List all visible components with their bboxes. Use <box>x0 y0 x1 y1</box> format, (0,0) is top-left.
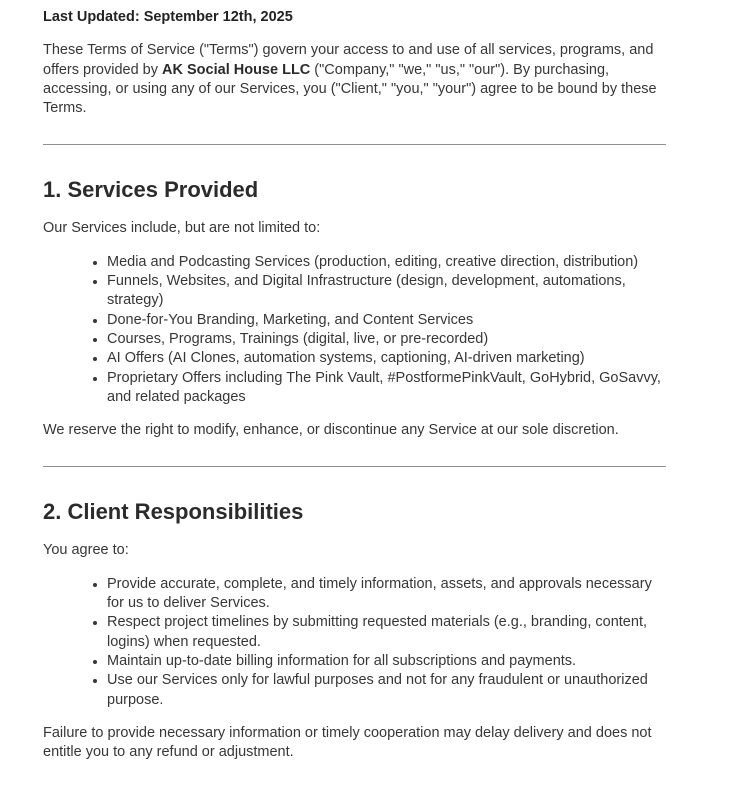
section-divider <box>43 466 666 467</box>
list-item: • Media and Podcasting Services (production, editing, creative direction, distribution) <box>107 253 666 272</box>
list-item: • Use our Services only for lawful purposes and not for any fraudulent or unauthorized purpose. <box>107 671 666 710</box>
section-divider <box>43 144 666 145</box>
last-updated-line: Last Updated: September 12th, 2025 <box>43 9 293 25</box>
list-item: • Done-for-You Branding, Marketing, and Content Services <box>107 311 666 330</box>
section-heading-responsibilities: 2. Client Responsibilities <box>43 499 304 525</box>
section-services-provided <box>43 176 666 440</box>
terms-document <box>43 8 666 762</box>
company-name: AK Social House LLC <box>162 61 311 78</box>
section-closing-services: We reserve the right to modify, enhance, or discontinue any Service at our sole discretion. <box>43 422 619 439</box>
section-heading-services: 1. Services Provided <box>43 177 259 203</box>
list-item: • Proprietary Offers including The Pink Vault, #PostformePinkVault, GoHybrid, GoSavvy, and related packages <box>107 369 666 408</box>
list-item: • Maintain up-to-date billing information for all subscriptions and payments. <box>107 652 666 671</box>
services-list <box>43 253 666 407</box>
section-lead-responsibilities: You agree to: <box>43 542 129 559</box>
section-closing-responsibilities: Failure to provide necessary information or timely cooperation may delay delivery and does not entitle you to any refund or adjustment. <box>43 724 652 761</box>
list-item: • AI Offers (AI Clones, automation systems, captioning, AI-driven marketing) <box>107 349 666 368</box>
list-item: • Courses, Programs, Trainings (digital, live, or pre-recorded) <box>107 330 666 349</box>
list-item: • Respect project timelines by submitting requested materials (e.g., branding, content, logins) when requested. <box>107 613 666 652</box>
list-item: • Provide accurate, complete, and timely information, assets, and approvals necessary for us to deliver Services. <box>107 575 666 614</box>
responsibilities-list <box>43 575 666 710</box>
intro-text-after-company: ("Company," "we," "us," "our"). By purchasing, accessing, or using any of our Services, you ("Client," "you," "your") agree to be bound by these Terms. <box>43 61 657 117</box>
list-item: • Funnels, Websites, and Digital Infrastructure (design, development, automations, strategy) <box>107 272 666 311</box>
intro-text-before-company: These Terms of Service ("Terms") govern your access to and use of all services, programs, and offers provided by <box>43 42 654 78</box>
section-client-responsibilities <box>43 498 666 762</box>
intro-paragraph <box>43 41 666 118</box>
section-lead-services: Our Services include, but are not limited to: <box>43 220 321 237</box>
